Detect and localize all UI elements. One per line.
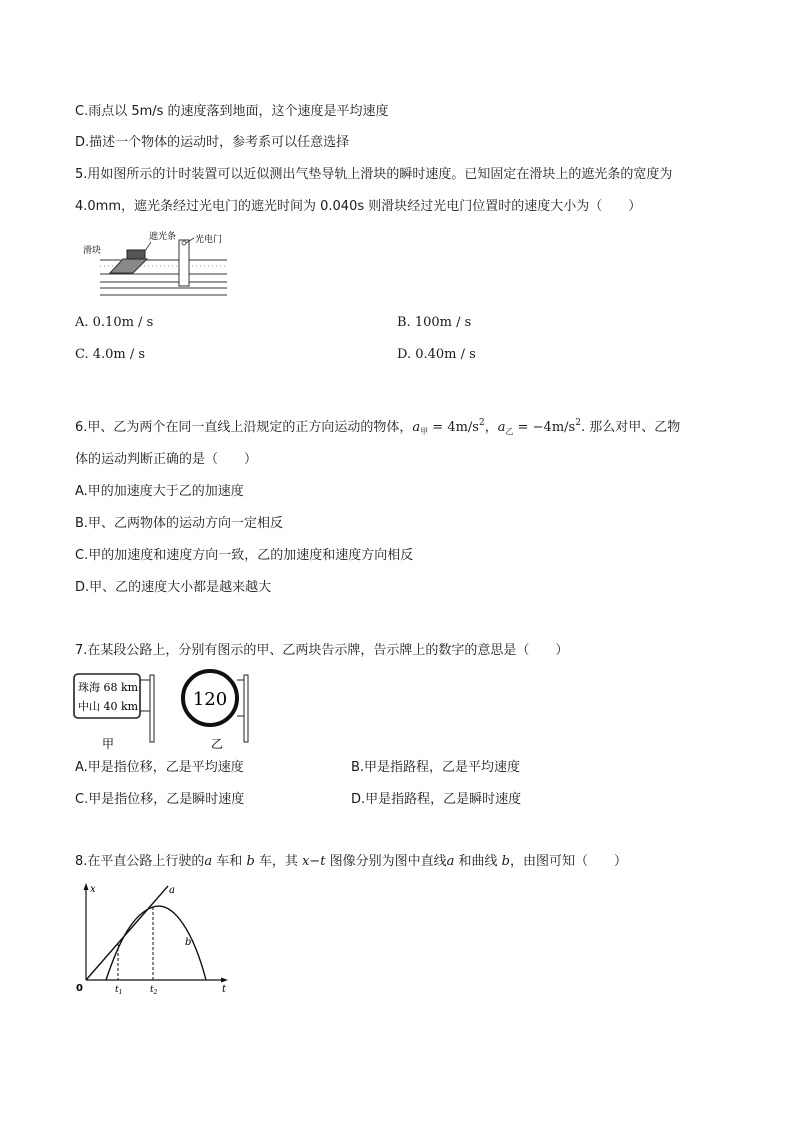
q6-option-a: A.甲的加速度大于乙的加速度	[75, 484, 244, 499]
q6-stem-line1: 6.甲、乙为两个在同一直线上沿规定的正方向运动的物体，$a_甲 = 4m/s^2$，$a_乙 = -4m/s^2$. 那么对甲、乙物	[75, 418, 681, 436]
q5-stem-line1: 5.用如图所示的计时装置可以近似测出气垫导轨上滑块的瞬时速度。已知固定在滑块上的遮光条的宽度为	[75, 167, 673, 182]
q7-option-a: A.甲是指位移，乙是平均速度	[75, 760, 244, 775]
q5-air-track-figure	[75, 226, 235, 300]
label-shade: 遮光条	[149, 232, 177, 242]
slider-block	[110, 259, 147, 273]
graph-origin: 0	[76, 983, 83, 994]
q8-xt-graph	[72, 880, 242, 1000]
label-slider: 滑块	[83, 246, 102, 256]
q6-option-b: B.甲、乙两物体的运动方向一定相反	[75, 516, 284, 531]
q6-stem-line2: 体的运动判断正确的是（ ）	[75, 452, 258, 467]
sign1-line1: 珠海 68 km	[78, 681, 139, 694]
q7-road-signs-figure	[72, 671, 257, 753]
graph-label-b: b	[185, 937, 192, 948]
graph-label-a: a	[169, 885, 175, 896]
q5-stem-line2: 4.0mm，遮光条经过光电门的遮光时间为 0.040s 则滑块经过光电门位置时的速度大小为（ ）	[75, 199, 642, 214]
q4-option-c: C.雨点以 5m/s 的速度落到地面，这个速度是平均速度	[75, 104, 389, 119]
q6-option-d: D.甲、乙的速度大小都是越来越大	[75, 580, 272, 595]
q7-option-d: D.甲是指路程，乙是瞬时速度	[351, 792, 522, 807]
graph-y-label: x	[90, 884, 96, 895]
sign1-line2: 中山 40 km	[78, 700, 139, 713]
q7-option-c: C.甲是指位移，乙是瞬时速度	[75, 792, 245, 807]
sign2-caption: 乙	[210, 737, 224, 751]
a-jia-expr: $a_甲 = 4m/s^2$	[412, 418, 485, 436]
q7-stem: 7.在某段公路上，分别有图示的甲、乙两块告示牌，告示牌上的数字的意思是（ ）	[75, 643, 569, 658]
q5-option-b: B. 100m / s	[397, 315, 472, 330]
graph-t1: $t_1$	[115, 985, 123, 996]
graph-t2: $t_2$	[150, 985, 158, 996]
sign1-caption: 甲	[101, 737, 115, 751]
q4-option-d: D.描述一个物体的运动时，参考系可以任意选择	[75, 135, 350, 150]
shade-strip	[127, 250, 145, 259]
q6-option-c: C.甲的加速度和速度方向一致，乙的加速度和速度方向相反	[75, 548, 414, 563]
q5-option-d: D. 0.40m / s	[397, 347, 476, 362]
a-yi-expr: $a_乙 = -4m/s^2$	[497, 418, 581, 436]
line-a	[86, 886, 168, 980]
photo-gate	[179, 240, 189, 286]
graph-x-label: t	[222, 984, 227, 995]
q7-option-b: B.甲是指路程，乙是平均速度	[351, 760, 521, 775]
sign2-value: 120	[192, 689, 228, 710]
q5-option-c: C. 4.0m / s	[75, 347, 146, 362]
q5-option-a: A. 0.10m / s	[75, 315, 154, 330]
q8-stem: 8.在平直公路上行驶的a 车和 b 车，其 x−t 图像分别为图中直线a 和曲线 b，由图可知（ ）	[75, 854, 627, 869]
label-gate: 光电门	[195, 235, 223, 245]
